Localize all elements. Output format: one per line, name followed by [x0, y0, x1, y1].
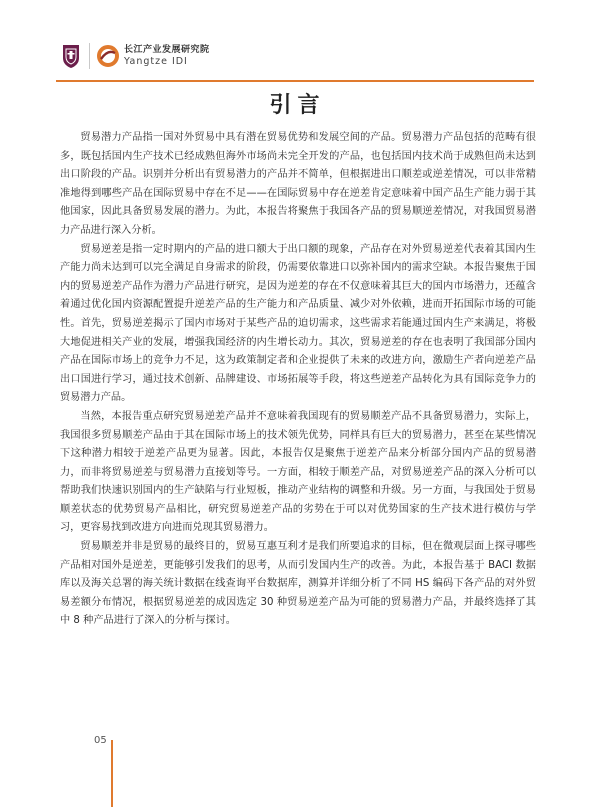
header-rule — [56, 80, 534, 82]
paragraph: 贸易顺差并非是贸易的最终目的，贸易互惠互利才是我们所要追求的目标，但在微观层面上探寻哪些产品相对国外是逆差，更能够引发我们的思考，从而引发国内生产的改善。为此，本报告基于 BACI 数据库以及海关总署的海关统计数据在线查询平台数据库，测算并详细分析了不同 HS 编码下各产品的对外贸易差额分布情况，根据贸易逆差的成因选定 30 种贸易逆差产品为可能的贸易潜力产品，并最终选择了其中 8 种产品进行了深入的分析与探讨。 — [60, 541, 536, 627]
brand-text — [124, 46, 210, 67]
paragraph: 贸易逆差是指一定时期内的产品的进口额大于出口额的现象，产品存在对外贸易逆差代表着其国内生产能力尚未达到可以完全满足自身需求的阶段，仍需要依靠进口以弥补国内的需求空缺。本报告聚焦于国内的贸易逆差产品作为潜力产品进行研究，是因为逆差的存在不仅意味着其巨大的国内市场潜力，还蕴含着通过优化国内资源配置提升逆差产品的生产能力和产品质量、减少对外依赖，进而开拓国际市场的可能性。首先，贸易逆差揭示了国内市场对于某些产品的迫切需求，这些需求若能通过国内生产来满足，将极大地促进相关产业的发展，增强我国经济的内生增长动力。其次，贸易逆差的存在也表明了我国部分国内产品在国际市场上的竞争力不足，这为政策制定者和企业提供了未来的改进方向，激励生产者向逆差产品出口国进行学习，通过技术创新、品牌建设、市场拓展等手段，将这些逆差产品转化为具有国际竞争力的贸易潜力产品。 — [60, 243, 536, 404]
logo-divider — [89, 43, 90, 69]
page-number: 05 — [94, 735, 107, 746]
university-seal-icon — [60, 42, 82, 70]
brand-name-en: Yangtze IDI — [124, 55, 188, 67]
body-text — [60, 129, 536, 631]
footer-accent-line — [111, 740, 113, 807]
paragraph: 当然，本报告重点研究贸易逆差产品并不意味着我国现有的贸易顺差产品不具备贸易潜力，实际上，我国很多贸易顺差产品由于其在国际市场上的技术领先优势，同样具有巨大的贸易潜力，甚至在某些情况下这种潜力相较于逆差产品更为显著。因此，本报告仅是聚焦于逆差产品来分析部分国内产品的贸易潜力，而非将贸易逆差与贸易潜力直接划等号。一方面，相较于顺差产品，对贸易逆差产品的深入分析可以帮助我们快速识别国内的生产缺陷与行业短板，推动产业结构的调整和升级。另一方面，与我国处于贸易顺差状态的优势贸易产品相比，研究贸易逆差产品的劣势在于可以对优势国家的生产技术进行模仿与学习，更容易找到改进方向进而兑现其贸易潜力。 — [60, 410, 536, 534]
brand-name-cn: 长江产业发展研究院 — [124, 44, 210, 55]
paragraph: 贸易潜力产品指一国对外贸易中具有潜在贸易优势和发展空间的产品。贸易潜力产品包括的范畴有很多，既包括国内生产技术已经成熟但海外市场尚未完全开发的产品，也包括国内技术尚于成熟但尚未达到出口阶段的产品。识别并分析出有贸易潜力的产品并不简单，但根据进出口顺差或逆差情况，可以非常精准地得到哪些产品在国际贸易中存在不足——在国际贸易中存在逆差肯定意味着中国产品生产能力弱于其他国家，因此具备贸易发展的潜力。为此，本报告将聚焦于我国各产品的贸易顺逆差情况，对我国贸易潜力产品进行深入分析。 — [60, 132, 536, 236]
page-title: 引言 — [269, 93, 326, 118]
yangtze-ring-logo-icon — [97, 45, 119, 67]
page-header — [60, 40, 210, 72]
